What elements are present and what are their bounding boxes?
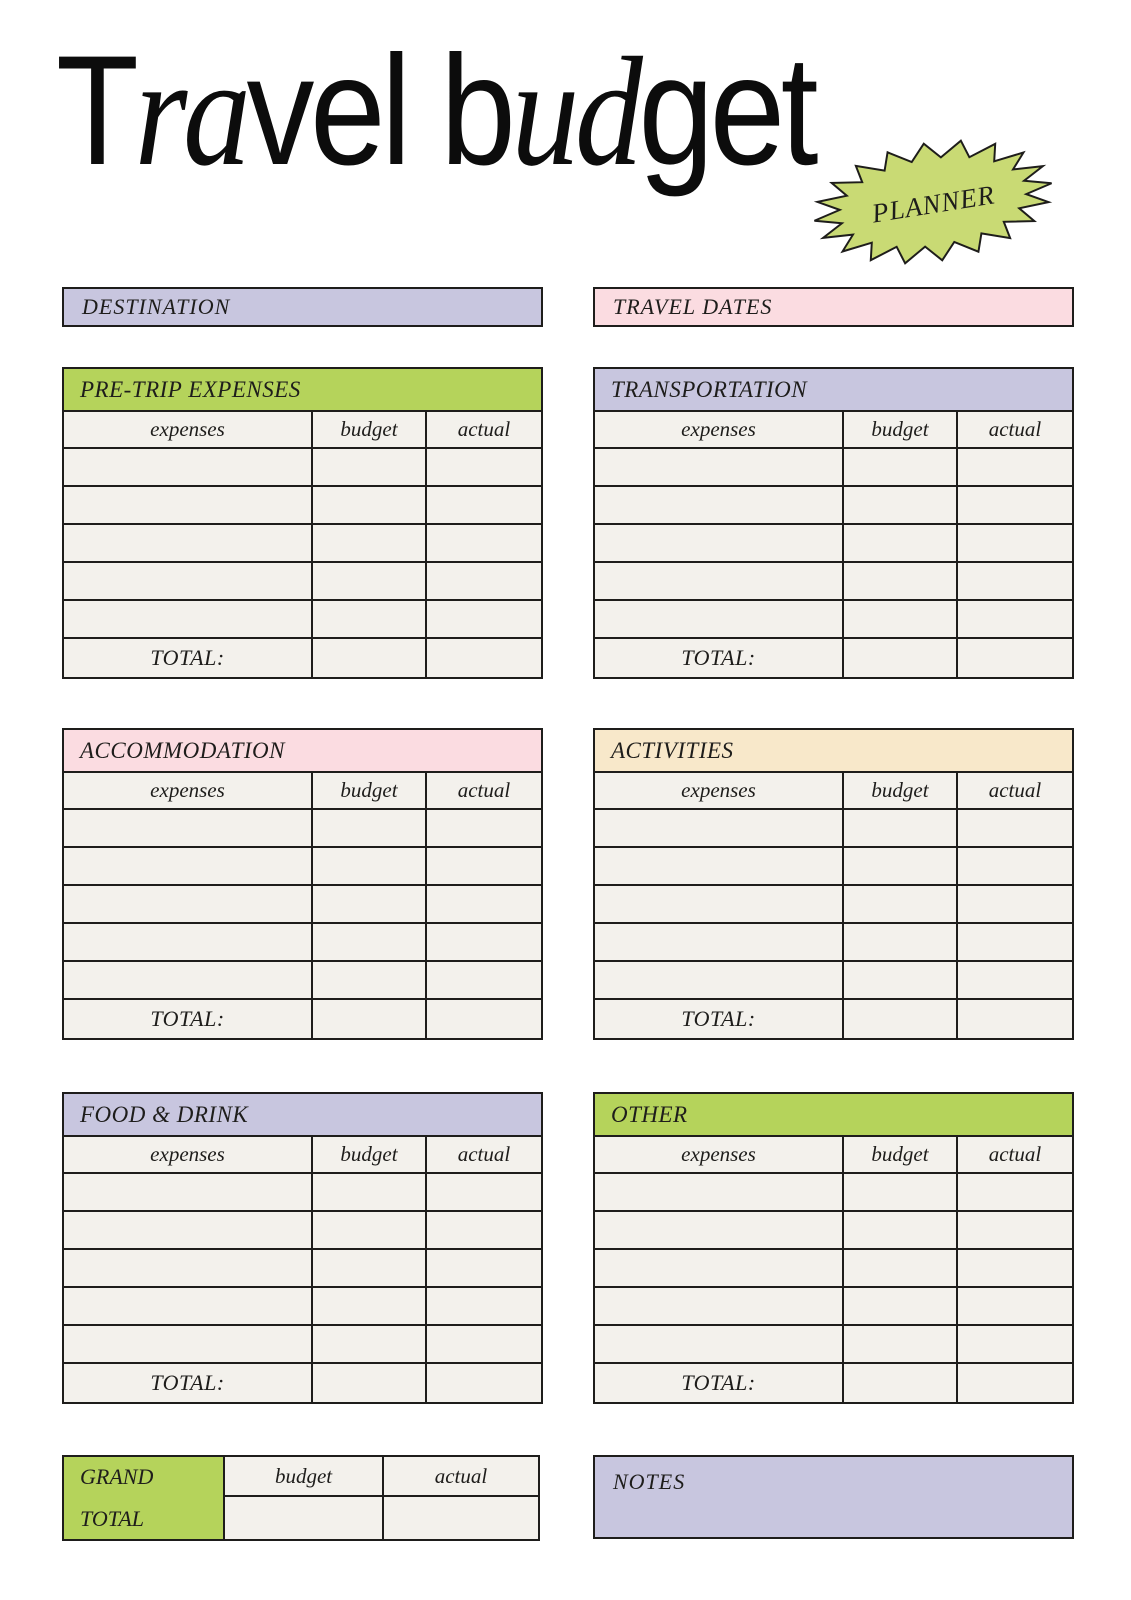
total-label: TOTAL:	[595, 1000, 844, 1038]
expense-input-cell[interactable]	[427, 1288, 541, 1326]
expense-input-cell[interactable]	[427, 1250, 541, 1288]
total-actual-cell[interactable]	[427, 1364, 541, 1402]
grand-total-actual-header: actual	[384, 1457, 538, 1497]
title-segment: ra	[134, 25, 247, 198]
expense-input-cell[interactable]	[844, 962, 958, 1000]
total-actual-cell[interactable]	[958, 1000, 1072, 1038]
expense-input-cell[interactable]	[64, 563, 313, 601]
expense-input-cell[interactable]	[313, 563, 427, 601]
expense-input-cell[interactable]	[595, 924, 844, 962]
expense-input-cell[interactable]	[427, 487, 541, 525]
expense-input-cell[interactable]	[313, 1212, 427, 1250]
expense-input-cell[interactable]	[844, 563, 958, 601]
expense-input-cell[interactable]	[958, 962, 1072, 1000]
expense-input-cell[interactable]	[595, 487, 844, 525]
expense-input-cell[interactable]	[958, 810, 1072, 848]
expense-input-cell[interactable]	[844, 1174, 958, 1212]
expense-input-cell[interactable]	[595, 886, 844, 924]
expense-input-cell[interactable]	[64, 848, 313, 886]
expense-table-grid	[595, 773, 1072, 1038]
expense-input-cell[interactable]	[595, 563, 844, 601]
total-actual-cell[interactable]	[958, 639, 1072, 677]
column-header-actual: actual	[958, 1137, 1072, 1174]
grand-total-budget-header: budget	[225, 1457, 384, 1497]
expense-input-cell[interactable]	[958, 487, 1072, 525]
expense-input-cell[interactable]	[313, 886, 427, 924]
expense-input-cell[interactable]	[313, 924, 427, 962]
expense-table	[62, 367, 543, 679]
expense-table-grid	[595, 412, 1072, 677]
title-segment: get	[638, 24, 815, 198]
column-header-budget: budget	[313, 1137, 427, 1174]
expense-input-cell[interactable]	[313, 1250, 427, 1288]
expense-input-cell[interactable]	[844, 525, 958, 563]
expense-table-title: FOOD & DRINK	[80, 1101, 249, 1127]
badge-label: PLANNER	[869, 178, 997, 228]
expense-input-cell[interactable]	[427, 563, 541, 601]
expense-input-cell[interactable]	[958, 1250, 1072, 1288]
expense-input-cell[interactable]	[844, 601, 958, 639]
expense-input-cell[interactable]	[427, 962, 541, 1000]
expense-input-cell[interactable]	[595, 601, 844, 639]
expense-input-cell[interactable]	[427, 1326, 541, 1364]
expense-table-grid	[64, 773, 541, 1038]
expense-input-cell[interactable]	[958, 449, 1072, 487]
column-header-expenses: expenses	[595, 1137, 844, 1174]
expense-table-title: ACTIVITIES	[611, 737, 734, 763]
total-budget-cell[interactable]	[313, 1364, 427, 1402]
expense-table	[593, 367, 1074, 679]
destination-field[interactable]	[62, 287, 543, 327]
expense-input-cell[interactable]	[64, 924, 313, 962]
expense-table-title-band	[64, 1094, 541, 1137]
expense-input-cell[interactable]	[958, 886, 1072, 924]
expense-input-cell[interactable]	[313, 1174, 427, 1212]
expense-input-cell[interactable]	[64, 487, 313, 525]
expense-input-cell[interactable]	[844, 848, 958, 886]
expense-input-cell[interactable]	[595, 1288, 844, 1326]
column-header-actual: actual	[427, 1137, 541, 1174]
expense-input-cell[interactable]	[844, 449, 958, 487]
total-label: TOTAL:	[64, 1364, 313, 1402]
total-budget-cell[interactable]	[844, 1364, 958, 1402]
expense-input-cell[interactable]	[427, 848, 541, 886]
column-header-actual: actual	[427, 412, 541, 449]
expense-table-title: OTHER	[611, 1101, 688, 1127]
total-label: TOTAL:	[595, 639, 844, 677]
expense-input-cell[interactable]	[427, 449, 541, 487]
expense-input-cell[interactable]	[64, 1250, 313, 1288]
expense-input-cell[interactable]	[595, 1212, 844, 1250]
expense-input-cell[interactable]	[427, 1174, 541, 1212]
expense-table-title-band	[64, 369, 541, 412]
planner-badge	[801, 118, 1065, 287]
notes-section[interactable]	[593, 1455, 1074, 1539]
column-header-actual: actual	[958, 773, 1072, 810]
column-header-expenses: expenses	[595, 412, 844, 449]
expense-input-cell[interactable]	[427, 601, 541, 639]
expense-table-title: TRANSPORTATION	[611, 376, 808, 402]
travel-dates-field[interactable]	[593, 287, 1074, 327]
expense-input-cell[interactable]	[313, 848, 427, 886]
page-title	[56, 24, 815, 198]
expense-input-cell[interactable]	[595, 1326, 844, 1364]
expense-input-cell[interactable]	[844, 487, 958, 525]
expense-input-cell[interactable]	[844, 810, 958, 848]
expense-input-cell[interactable]	[313, 962, 427, 1000]
expense-input-cell[interactable]	[313, 1288, 427, 1326]
expense-input-cell[interactable]	[427, 924, 541, 962]
column-header-budget: budget	[844, 1137, 958, 1174]
column-header-expenses: expenses	[595, 773, 844, 810]
expense-table-title-band	[595, 730, 1072, 773]
expense-input-cell[interactable]	[595, 848, 844, 886]
column-header-budget: budget	[844, 412, 958, 449]
expense-input-cell[interactable]	[595, 449, 844, 487]
expense-input-cell[interactable]	[64, 1326, 313, 1364]
expense-table	[62, 1092, 543, 1404]
expense-table-title: ACCOMMODATION	[80, 737, 285, 763]
expense-input-cell[interactable]	[313, 601, 427, 639]
expense-input-cell[interactable]	[958, 563, 1072, 601]
expense-input-cell[interactable]	[427, 525, 541, 563]
expense-input-cell[interactable]	[313, 449, 427, 487]
field-label: TRAVEL DATES	[613, 294, 773, 319]
total-budget-cell[interactable]	[313, 1000, 427, 1038]
expense-input-cell[interactable]	[595, 1174, 844, 1212]
expense-input-cell[interactable]	[844, 1212, 958, 1250]
column-header-budget: budget	[313, 412, 427, 449]
field-label: DESTINATION	[82, 294, 231, 319]
expense-table-title-band	[595, 369, 1072, 412]
column-header-actual: actual	[958, 412, 1072, 449]
expense-input-cell[interactable]	[313, 1326, 427, 1364]
total-label: TOTAL:	[64, 639, 313, 677]
expense-input-cell[interactable]	[844, 1250, 958, 1288]
expense-input-cell[interactable]	[844, 886, 958, 924]
expense-input-cell[interactable]	[958, 1288, 1072, 1326]
expense-input-cell[interactable]	[958, 1326, 1072, 1364]
expense-input-cell[interactable]	[844, 1326, 958, 1364]
total-budget-cell[interactable]	[313, 639, 427, 677]
expense-input-cell[interactable]	[958, 848, 1072, 886]
expense-input-cell[interactable]	[64, 449, 313, 487]
expense-input-cell[interactable]	[313, 487, 427, 525]
column-header-budget: budget	[844, 773, 958, 810]
expense-table-grid	[64, 412, 541, 677]
grand-total-budget-cell[interactable]	[225, 1497, 384, 1539]
expense-input-cell[interactable]	[64, 1288, 313, 1326]
expense-input-cell[interactable]	[313, 810, 427, 848]
title-segment: ud	[511, 25, 639, 198]
total-actual-cell[interactable]	[427, 1000, 541, 1038]
expense-input-cell[interactable]	[844, 1288, 958, 1326]
notes-label: NOTES	[613, 1469, 686, 1494]
expense-table-grid	[64, 1137, 541, 1402]
expense-input-cell[interactable]	[427, 886, 541, 924]
total-label: TOTAL:	[64, 1000, 313, 1038]
expense-input-cell[interactable]	[64, 886, 313, 924]
expense-input-cell[interactable]	[427, 810, 541, 848]
expense-input-cell[interactable]	[64, 962, 313, 1000]
expense-input-cell[interactable]	[64, 601, 313, 639]
column-header-expenses: expenses	[64, 412, 313, 449]
column-header-expenses: expenses	[64, 773, 313, 810]
grand-total-table	[62, 1455, 540, 1541]
grand-total-label-line1: GRAND	[80, 1464, 154, 1489]
expense-input-cell[interactable]	[313, 525, 427, 563]
expense-input-cell[interactable]	[595, 525, 844, 563]
expense-input-cell[interactable]	[64, 810, 313, 848]
expense-input-cell[interactable]	[958, 525, 1072, 563]
column-header-expenses: expenses	[64, 1137, 313, 1174]
expense-input-cell[interactable]	[427, 1212, 541, 1250]
total-label: TOTAL:	[595, 1364, 844, 1402]
grand-total-label	[64, 1457, 225, 1539]
expense-table-title-band	[595, 1094, 1072, 1137]
expense-table	[593, 728, 1074, 1040]
expense-input-cell[interactable]	[64, 1174, 313, 1212]
expense-input-cell[interactable]	[958, 1212, 1072, 1250]
total-budget-cell[interactable]	[844, 639, 958, 677]
expense-input-cell[interactable]	[958, 601, 1072, 639]
expense-table	[593, 1092, 1074, 1404]
expense-input-cell[interactable]	[595, 1250, 844, 1288]
column-header-actual: actual	[427, 773, 541, 810]
column-header-budget: budget	[313, 773, 427, 810]
title-segment: vel b	[246, 24, 512, 198]
expense-input-cell[interactable]	[958, 1174, 1072, 1212]
expense-table-title-band	[64, 730, 541, 773]
expense-table-grid	[595, 1137, 1072, 1402]
expense-input-cell[interactable]	[844, 924, 958, 962]
total-actual-cell[interactable]	[958, 1364, 1072, 1402]
expense-table-title: PRE-TRIP EXPENSES	[80, 376, 301, 402]
expense-table	[62, 728, 543, 1040]
expense-input-cell[interactable]	[64, 1212, 313, 1250]
expense-input-cell[interactable]	[595, 962, 844, 1000]
expense-input-cell[interactable]	[958, 924, 1072, 962]
grand-total-label-line2: TOTAL	[80, 1506, 145, 1531]
total-actual-cell[interactable]	[427, 639, 541, 677]
title-segment: T	[56, 24, 135, 198]
total-budget-cell[interactable]	[844, 1000, 958, 1038]
expense-input-cell[interactable]	[64, 525, 313, 563]
expense-input-cell[interactable]	[595, 810, 844, 848]
grand-total-actual-cell[interactable]	[384, 1497, 538, 1539]
